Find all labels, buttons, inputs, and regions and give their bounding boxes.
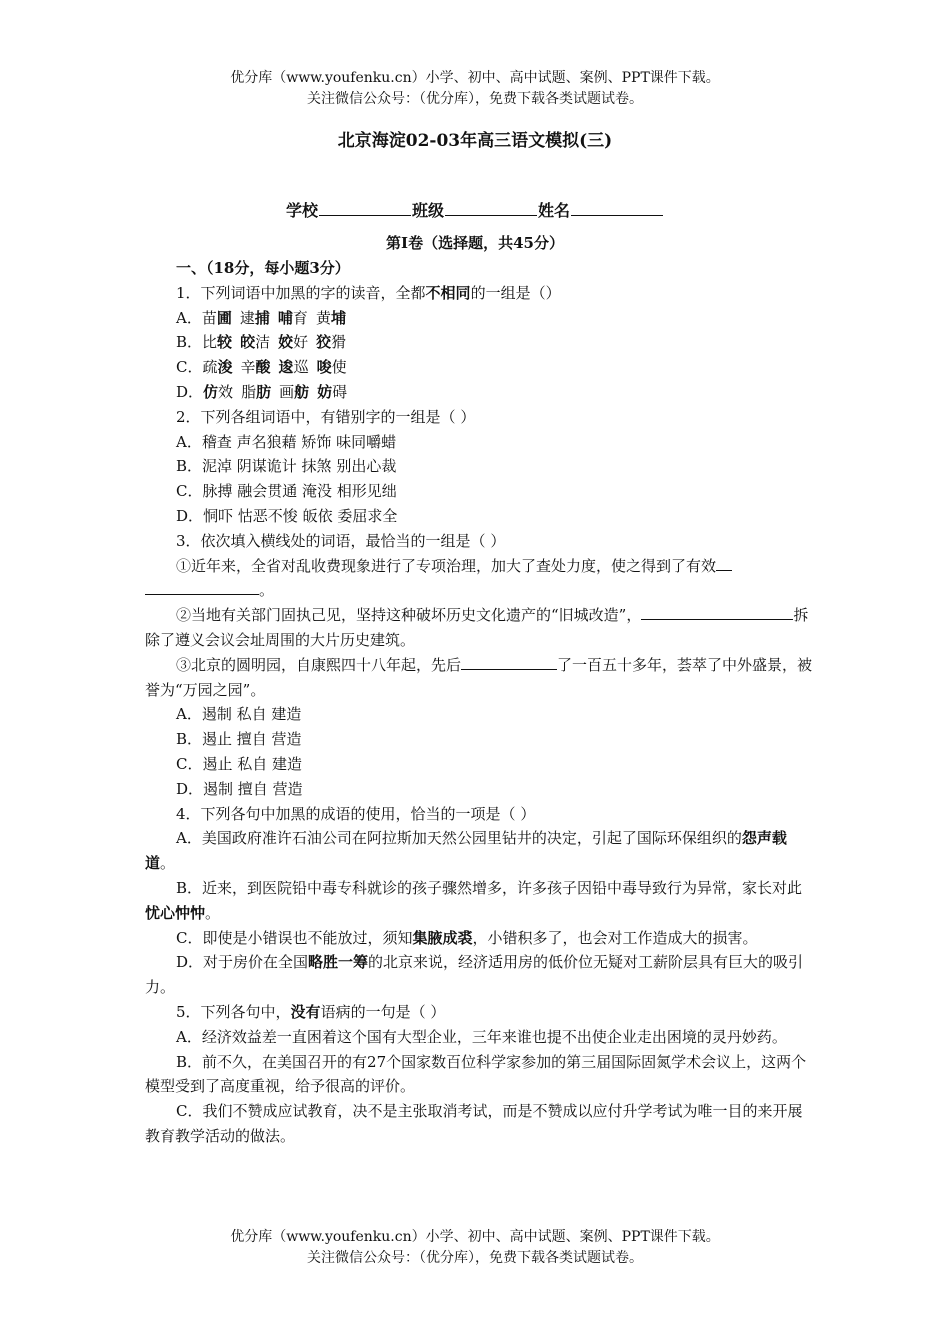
q4-option-d: D．对于房价在全国略胜一筹的北京来说，经济适用房的低价位无疑对工薪阶层具有巨大的吸引力。 <box>145 953 804 997</box>
q3-sentence-2: ②当地有关部门固执己见，坚持这种破坏历史文化遗产的“旧城改造”， 拆除了遵义会议会址周围的大片历史建筑。 <box>145 606 809 649</box>
q2-option-c: C．脉搏 融会贯通 淹没 相形见绌 <box>176 482 397 501</box>
q3-sentence-3: ③北京的圆明园，自康熙四十八年起，先后 了一百五十多年，荟萃了中外盛景，被誉为“万园之园”。 <box>145 655 813 699</box>
q1-option-a: A．苗圃 逮捕 哺育 黄埔 <box>176 308 346 327</box>
student-info-line <box>0 198 950 221</box>
q1-option-c: C．疏浚 辛酸 逡巡 唆使 <box>176 358 347 377</box>
school-label: 学校 <box>285 201 318 220</box>
q4-option-b: B．近来，到医院铅中毒专科就诊的孩子骤然增多，许多孩子因铅中毒导致行为异常，家长对此忧心忡忡。 <box>145 878 803 922</box>
header-line-1: 优分库（www.youfenku.cn）小学、初中、高中试题、案例、PPT课件下载。 <box>230 70 720 86</box>
q2-option-d: D．恫吓 怙恶不悛 皈依 委屈求全 <box>176 506 398 525</box>
section-heading: 一、（18分，每小题3分） <box>176 259 350 277</box>
q5-option-a: A．经济效益差一直困着这个国有大型企业，三年来谁也提不出使企业走出困境的灵丹妙药。 <box>176 1027 787 1046</box>
q1-option-d: D．仿效 脂肪 画舫 妨碍 <box>176 382 348 401</box>
page-title: 北京海淀02-03年高三语文模拟(三) <box>337 131 613 151</box>
q1-option-b: B．比较 皎洁 姣好 狡猾 <box>176 333 347 352</box>
q2-option-a: A．稽查 声名狼藉 矫饰 味同嚼蜡 <box>176 432 397 451</box>
q4-stem: 4．下列各句中加黑的成语的使用，恰当的一项是（ ） <box>176 804 536 823</box>
q3-option-a: A．遏制 私自 建造 <box>176 705 302 724</box>
exam-body <box>145 256 813 1149</box>
q5-option-b: B．前不久，在美国召开的有27个国家数百位科学家参加的第三届国际固氮学术会议上，这两个模型受到了高度重视，给予很高的评价。 <box>145 1052 807 1096</box>
q1-stem: 1．下列词语中加黑的字的读音，全都不相同的一组是（） <box>176 283 561 302</box>
q3-option-b: B．遏止 擅自 营造 <box>176 730 302 749</box>
q4-option-a: A．美国政府准许石油公司在阿拉斯加天然公园里钻井的决定，引起了国际环保组织的怨声载道。 <box>145 829 787 873</box>
q5-stem: 5．下列各句中，没有语病的一句是（ ） <box>176 1002 446 1021</box>
school-blank <box>319 200 411 216</box>
q4-option-c: C．即使是小错误也不能放过，须知集腋成裘，小错积多了，也会对工作造成大的损害。 <box>176 928 758 947</box>
q3-sentence-1: ①近年来，全省对乱收费现象进行了专项治理，加大了查处力度，使之得到了有效。 <box>145 554 813 604</box>
header-line-2: 关注微信公众号：（优分库），免费下载各类试题试卷。 <box>307 91 643 107</box>
footer-line-2: 关注微信公众号：（优分库），免费下载各类试题试卷。 <box>307 1250 643 1266</box>
q3-option-c: C．遏止 私自 建造 <box>176 754 303 773</box>
q3-stem: 3．依次填入横线处的词语，最恰当的一组是（ ） <box>176 531 506 550</box>
name-label: 姓名 <box>538 201 571 220</box>
class-label: 班级 <box>411 201 444 220</box>
footer-line-1: 优分库（www.youfenku.cn）小学、初中、高中试题、案例、PPT课件下载。 <box>230 1229 720 1245</box>
q3-option-d: D．遏制 擅自 营造 <box>176 779 303 798</box>
volume-heading: 第I卷（选择题，共45分） <box>386 234 564 252</box>
name-blank <box>571 200 663 216</box>
q2-option-b: B．泥淖 阴谋诡计 抹煞 别出心裁 <box>176 457 397 476</box>
q5-option-c: C．我们不赞成应试教育，决不是主张取消考试，而是不赞成以应付升学考试为唯一目的来开展教育教学活动的做法。 <box>145 1102 803 1145</box>
class-blank <box>445 200 537 216</box>
q2-stem: 2．下列各组词语中，有错别字的一组是（ ） <box>176 407 476 426</box>
